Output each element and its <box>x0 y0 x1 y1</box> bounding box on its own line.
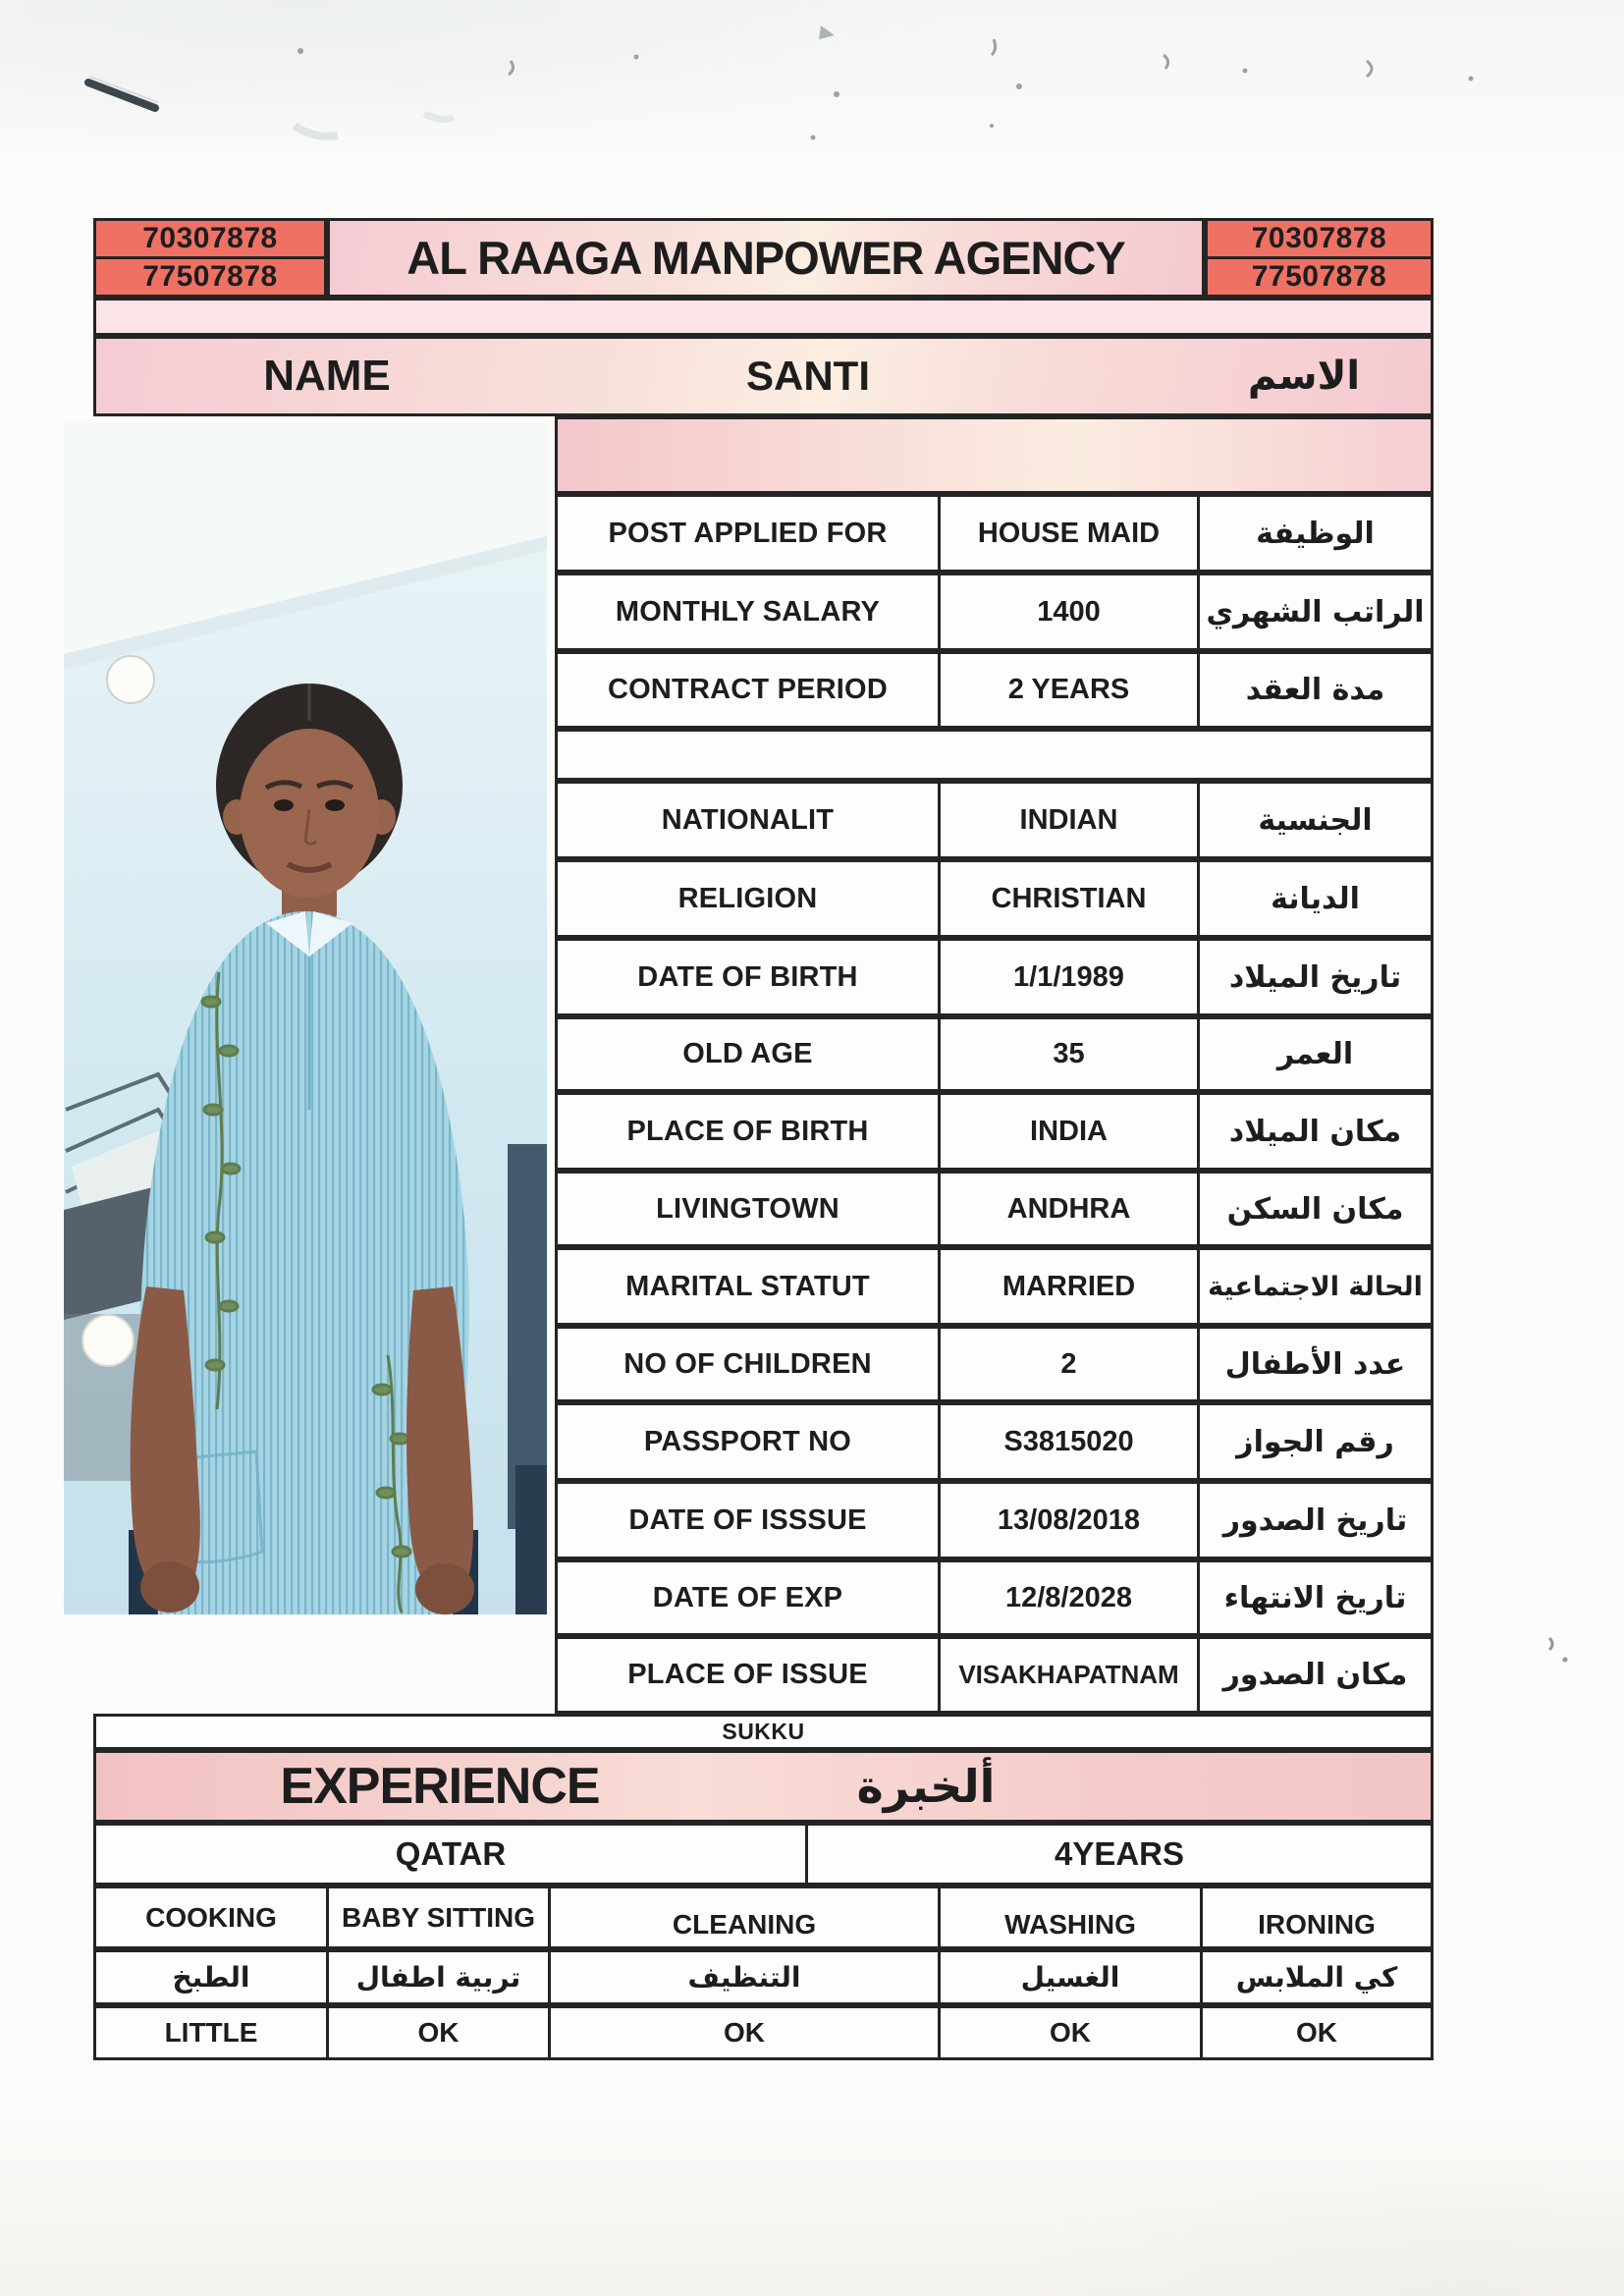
skill-name: IRONING <box>1200 1888 1431 1946</box>
wall-knob <box>82 1315 134 1366</box>
field-label: CONTRACT PERIOD <box>608 674 888 705</box>
eye <box>274 799 294 811</box>
table-row <box>555 494 1434 573</box>
skill-level: OK <box>548 2008 938 2057</box>
field-label: POST APPLIED FOR <box>608 517 888 549</box>
field-value: VISAKHAPATNAM <box>938 1639 1200 1711</box>
pen-mark-right <box>1532 1630 1600 1689</box>
field-label-arabic: رقم الجواز <box>1236 1424 1394 1459</box>
agency-title: AL RAAGA MANPOWER AGENCY <box>327 218 1205 298</box>
table-row <box>555 1636 1434 1714</box>
left-hand <box>140 1561 199 1613</box>
field-value: 1/1/1989 <box>938 941 1200 1013</box>
field-label: PLACE OF ISSUE <box>627 1659 868 1690</box>
field-label: NO OF CHILDREN <box>623 1347 872 1380</box>
table-row <box>555 573 1434 651</box>
table-row <box>555 859 1434 938</box>
header-phone-box-right <box>1205 218 1434 298</box>
phone-number: 77507878 <box>96 256 324 295</box>
skill-name: WASHING <box>938 1888 1200 1946</box>
field-value: INDIAN <box>938 784 1200 856</box>
field-label: PLACE OF BIRTH <box>626 1115 869 1147</box>
field-label-arabic: تاريخ الصدور <box>1222 1503 1408 1538</box>
experience-country: QATAR <box>395 1835 507 1872</box>
skill-name-arabic: الغسيل <box>938 1952 1200 2002</box>
field-value: 12/8/2028 <box>938 1562 1200 1633</box>
field-label-arabic: مدة العقد <box>1245 673 1385 707</box>
name-row <box>93 336 1434 416</box>
blank-band <box>93 298 1434 336</box>
experience-country-row <box>93 1823 1434 1886</box>
field-label: PASSPORT NO <box>643 1425 852 1457</box>
field-label: DATE OF BIRTH <box>637 960 858 993</box>
field-label: NATIONALIT <box>661 803 835 836</box>
skills-arabic-row <box>93 1949 1434 2005</box>
phone-number: 70307878 <box>142 222 278 254</box>
name-label: NAME <box>263 352 391 400</box>
experience-header <box>93 1750 1434 1823</box>
skill-name: BABY SITTING <box>326 1888 548 1946</box>
skills-level-row <box>93 2005 1434 2060</box>
field-value: 2 YEARS <box>938 654 1200 726</box>
applicant-photo <box>64 422 547 1614</box>
field-label-arabic: عدد الأطفال <box>1224 1346 1406 1382</box>
table-row <box>555 1092 1434 1171</box>
skill-name: CLEANING <box>548 1888 938 1946</box>
field-value: 13/08/2018 <box>938 1484 1200 1557</box>
table-row <box>555 651 1434 729</box>
experience-title: EXPERIENCE <box>280 1758 600 1815</box>
skill-level: OK <box>326 2008 548 2057</box>
field-label-arabic: الوظيفة <box>1256 516 1375 551</box>
field-value: ANDHRA <box>938 1174 1200 1244</box>
name-value: SANTI <box>746 353 870 399</box>
skill-name-arabic: التنظيف <box>548 1952 938 2002</box>
table-row <box>555 1171 1434 1247</box>
field-label: MARITAL STATUT <box>625 1270 870 1302</box>
table-row <box>555 1247 1434 1326</box>
skill-name-arabic: الطبخ <box>172 1961 250 1994</box>
field-value: 1400 <box>938 575 1200 648</box>
field-value: CHRISTIAN <box>938 862 1200 935</box>
field-label-arabic: الحالة الاجتماعية <box>1208 1271 1423 1302</box>
field-label-arabic: الديانة <box>1271 881 1360 916</box>
pink-band <box>555 416 1434 494</box>
field-label-arabic: الراتب الشهري <box>1206 594 1425 629</box>
table-row <box>555 1481 1434 1559</box>
field-label: DATE OF ISSSUE <box>628 1503 867 1536</box>
table-row <box>555 1326 1434 1402</box>
skill-name-arabic: كي الملابس <box>1200 1952 1431 2002</box>
field-label: RELIGION <box>677 882 818 914</box>
skill-name: COOKING <box>145 1901 277 1933</box>
eye <box>325 799 345 811</box>
wall-light <box>107 656 154 703</box>
skill-name-arabic: تربية اطفال <box>326 1952 548 2002</box>
skill-level: OK <box>938 2008 1200 2057</box>
field-label-arabic: مكان السكن <box>1226 1191 1404 1227</box>
field-value: S3815020 <box>938 1405 1200 1478</box>
field-value: INDIA <box>938 1095 1200 1168</box>
field-value: 2 <box>938 1329 1200 1399</box>
field-value: MARRIED <box>938 1250 1200 1323</box>
footnote-sukku: SUKKU <box>93 1714 1434 1750</box>
field-label-arabic: الجنسية <box>1258 802 1373 838</box>
right-hand <box>415 1563 474 1614</box>
field-label-arabic: العمر <box>1276 1037 1354 1071</box>
skill-level: LITTLE <box>164 2017 258 2048</box>
field-label-arabic: تاريخ الميلاد <box>1228 959 1402 995</box>
skills-header-row <box>93 1886 1434 1949</box>
experience-duration: 4YEARS <box>805 1826 1431 1883</box>
pen-marks <box>295 26 1474 140</box>
field-value: 35 <box>938 1019 1200 1089</box>
skill-level: OK <box>1200 2008 1431 2057</box>
field-label-arabic: مكان الصدور <box>1222 1658 1408 1692</box>
phone-number: 70307878 <box>1251 222 1387 254</box>
field-label: OLD AGE <box>682 1038 813 1069</box>
field-value: HOUSE MAID <box>938 497 1200 570</box>
spacer-row <box>555 729 1434 781</box>
field-label-arabic: مكان الميلاد <box>1228 1114 1402 1149</box>
staple-mark <box>88 82 155 108</box>
field-label: DATE OF EXP <box>652 1581 843 1613</box>
table-row <box>555 1016 1434 1092</box>
field-label: LIVINGTOWN <box>656 1192 839 1225</box>
header-phone-box-left <box>93 218 327 298</box>
field-label-arabic: تاريخ الانتهاء <box>1223 1580 1407 1615</box>
phone-number: 77507878 <box>1208 256 1431 295</box>
name-label-arabic: الاسم <box>1247 354 1361 399</box>
table-row <box>555 938 1434 1016</box>
scan-artifacts <box>0 0 1624 236</box>
table-row <box>555 781 1434 859</box>
table-row <box>555 1559 1434 1636</box>
experience-title-arabic: ألخبرة <box>856 1760 996 1813</box>
table-row <box>555 1402 1434 1481</box>
field-label: MONTHLY SALARY <box>615 595 881 628</box>
